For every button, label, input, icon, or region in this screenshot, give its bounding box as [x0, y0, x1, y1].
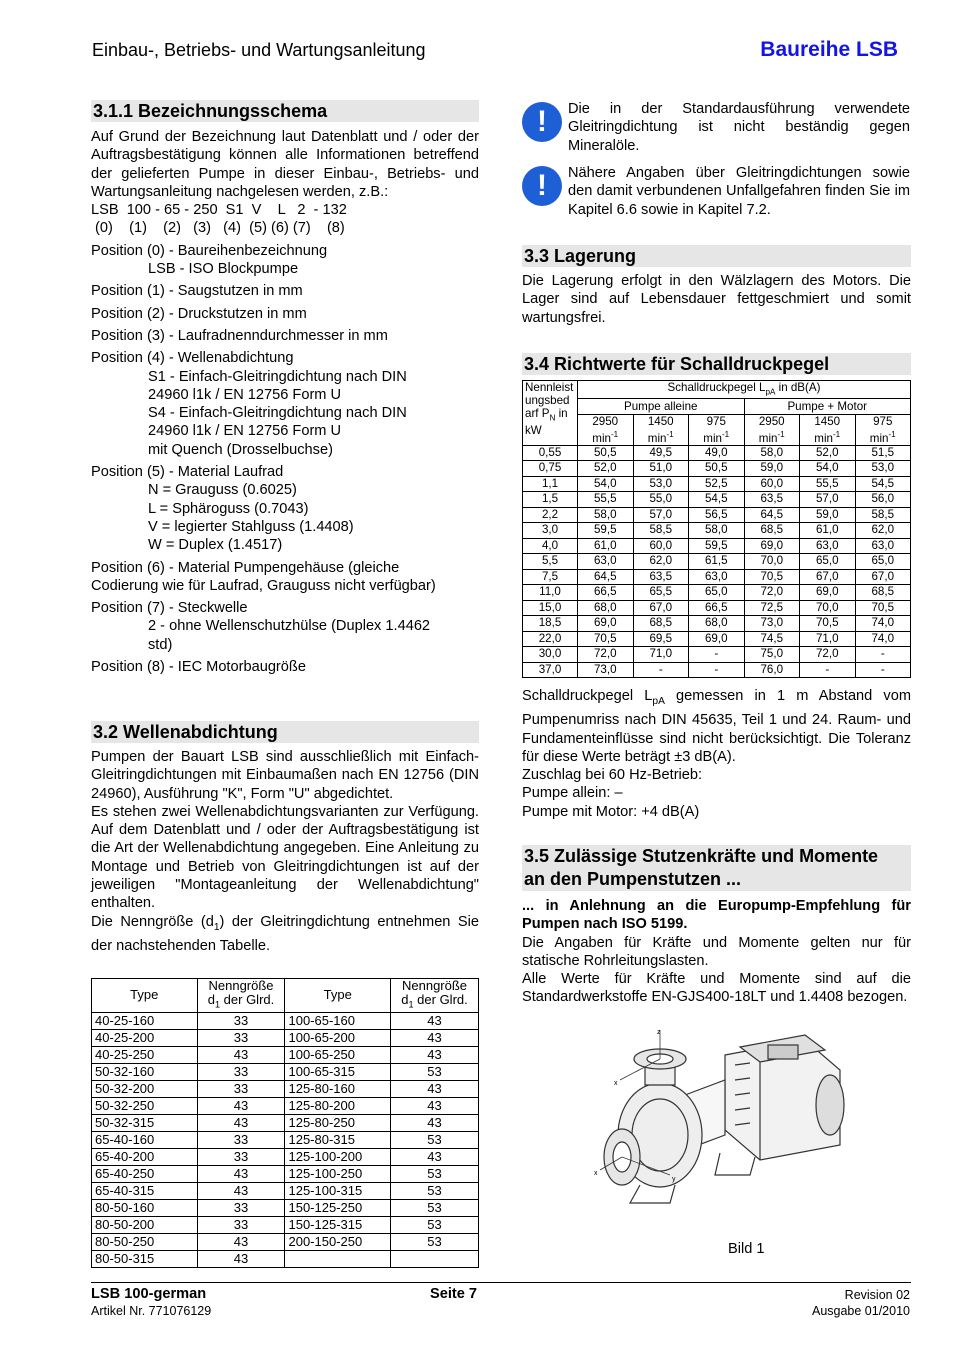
table-row — [92, 1148, 479, 1165]
cell-level: 53,0 — [855, 461, 911, 477]
position-4-detail: S1 - Einfach-Gleitringdichtung nach DIN — [148, 368, 407, 385]
speed-header: 1450 $\min^{-1}$ — [633, 414, 689, 445]
cell-type: 40-25-160 — [92, 1012, 198, 1029]
cell-level: 54,5 — [855, 476, 911, 492]
table-row — [523, 476, 911, 492]
cell-level: - — [855, 647, 911, 663]
cell-power: 15,0 — [523, 600, 578, 616]
cell-type: 80-50-315 — [92, 1250, 198, 1267]
table-row — [92, 1165, 479, 1182]
cell-type: 80-50-250 — [92, 1233, 198, 1250]
cell-level: 63,5 — [744, 492, 800, 508]
cell-power: 22,0 — [523, 631, 578, 647]
forces-text-1: Die Angaben für Kräfte und Momente gelten nur für statische Rohrleitungslasten. — [522, 934, 911, 969]
intro-text: Auf Grund der Bezeichnung laut Datenblatt und / oder der Auftragsbestätigung können alle Informationen betreffend der gelieferten Pumpe in dieser Einbau-, Betriebs- und Wartungsanleitung nachgelesen werden, z.B.: — [91, 129, 479, 200]
cell-level: 69,0 — [578, 616, 634, 632]
cell-level: 72,0 — [578, 647, 634, 663]
cell-level: 57,0 — [800, 492, 856, 508]
noise-header: Schalldruckpegel $L_{pA}$ in dB(A) — [578, 381, 911, 399]
footer-rule — [91, 1282, 911, 1283]
europump-note: ... in Anlehnung an die Europump-Empfehlung für Pumpen nach ISO 5199. — [522, 898, 911, 933]
cell-type: 125-80-160 — [285, 1080, 391, 1097]
cell-level: 72,0 — [744, 585, 800, 601]
noise-pump-motor: Pumpe mit Motor: +4 dB(A) — [522, 803, 700, 820]
noise-pump-alone: Pumpe allein: – — [522, 785, 623, 802]
cell-size — [391, 1250, 479, 1267]
cell-power: 30,0 — [523, 647, 578, 663]
table-row — [92, 1097, 479, 1114]
section-heading: 3.1.1 Bezeichnungsschema — [91, 100, 479, 122]
cell-size: 53 — [391, 1233, 479, 1250]
cell-type: 125-100-315 — [285, 1182, 391, 1199]
position-2: Position (2) - Druckstutzen in mm — [91, 305, 307, 322]
cell-size: 33 — [197, 1131, 285, 1148]
cell-level: 55,5 — [800, 476, 856, 492]
cell-level: 54,0 — [800, 461, 856, 477]
cell-size: 43 — [391, 1148, 479, 1165]
speed-header: 2950 $\min^{-1}$ — [744, 414, 800, 445]
cell-level: 52,5 — [689, 476, 745, 492]
cell-power: 1,1 — [523, 476, 578, 492]
cell-level: 63,0 — [800, 538, 856, 554]
section-heading: 3.3 Lagerung — [522, 245, 911, 267]
section-heading: 3.4 Richtwerte für Schalldruckpegel — [522, 353, 911, 375]
col-type: Type — [92, 979, 198, 1013]
cell-size: 43 — [391, 1012, 479, 1029]
cell-power: 37,0 — [523, 662, 578, 678]
cell-level: 67,0 — [800, 569, 856, 585]
cell-size: 33 — [197, 1012, 285, 1029]
cell-size: 33 — [197, 1216, 285, 1233]
cell-level: 60,0 — [633, 538, 689, 554]
position-7-detail: std) — [148, 636, 173, 653]
cell-size: 43 — [197, 1250, 285, 1267]
axis-x-label: x — [594, 1170, 598, 1177]
cell-size: 53 — [391, 1216, 479, 1233]
cell-level: 61,5 — [689, 554, 745, 570]
cell-size: 53 — [391, 1063, 479, 1080]
table-row — [523, 507, 911, 523]
cell-level: 59,5 — [578, 523, 634, 539]
cell-size: 33 — [197, 1148, 285, 1165]
figure-caption: Bild 1 — [728, 1241, 765, 1257]
cell-level: 50,5 — [578, 445, 634, 461]
forces-text-2: Alle Werte für Kräfte und Momente sind auf die Standardwerkstoffe EN-GJS400-18LT und 1.4408 bezogen. — [522, 971, 911, 1006]
warning-note-2: Nähere Angaben über Gleitringdichtungen sowie den damit verbundenen Unfallgefahren finden Sie im Kapitel 6.6 sowie in Kapitel 7.2. — [568, 165, 910, 218]
cell-type — [285, 1250, 391, 1267]
table-row — [523, 538, 911, 554]
cell-level: - — [689, 662, 745, 678]
table-row — [92, 1114, 479, 1131]
table-row — [523, 616, 911, 632]
cell-size: 43 — [197, 1097, 285, 1114]
cell-power: 7,5 — [523, 569, 578, 585]
cell-level: 74,5 — [744, 631, 800, 647]
cell-level: 64,5 — [578, 569, 634, 585]
cell-power: 5,5 — [523, 554, 578, 570]
cell-level: 65,0 — [855, 554, 911, 570]
cell-power: 2,2 — [523, 507, 578, 523]
cell-type: 50-32-160 — [92, 1063, 198, 1080]
cell-level: 74,0 — [855, 631, 911, 647]
table-row — [92, 1029, 479, 1046]
axis-x-label: x — [614, 1080, 618, 1087]
cell-level: 71,0 — [633, 647, 689, 663]
cell-level: 73,0 — [744, 616, 800, 632]
table-row — [523, 461, 911, 477]
cell-level: 55,0 — [633, 492, 689, 508]
section-heading: 3.2 Wellenabdichtung — [91, 721, 479, 743]
cell-type: 50-32-315 — [92, 1114, 198, 1131]
col-power: Nennleist ungsbed arf $P_N$ in kW — [523, 381, 578, 446]
position-4-detail: S4 - Einfach-Gleitringdichtung nach DIN — [148, 405, 407, 422]
cell-size: 43 — [391, 1097, 479, 1114]
cell-level: 57,0 — [633, 507, 689, 523]
position-0: Position (0) - Baureihenbezeichnung — [91, 242, 328, 259]
cell-level: 64,5 — [744, 507, 800, 523]
cell-level: 69,0 — [689, 631, 745, 647]
position-4: Position (4) - Wellenabdichtung — [91, 350, 294, 367]
speed-header: 975 $\min^{-1}$ — [689, 414, 745, 445]
noise-60hz: Zuschlag bei 60 Hz-Betrieb: — [522, 767, 703, 784]
cell-level: 69,5 — [633, 631, 689, 647]
table-row — [523, 631, 911, 647]
cell-power: 0,75 — [523, 461, 578, 477]
cell-level: 72,5 — [744, 600, 800, 616]
noise-table — [522, 380, 911, 678]
speed-header: 1450 $\min^{-1}$ — [800, 414, 856, 445]
cell-size: 43 — [391, 1046, 479, 1063]
cell-level: 49,0 — [689, 445, 745, 461]
cell-power: 4,0 — [523, 538, 578, 554]
cell-level: 70,5 — [800, 616, 856, 632]
cell-level: - — [800, 662, 856, 678]
speed-header: 975 $\min^{-1}$ — [855, 414, 911, 445]
cell-power: 0,55 — [523, 445, 578, 461]
cell-size: 33 — [197, 1029, 285, 1046]
cell-level: 61,0 — [578, 538, 634, 554]
cell-level: 70,5 — [578, 631, 634, 647]
code-positions: (0) (1) (2) (3) (4) (5) (6) (7) (8) — [91, 220, 345, 237]
cell-level: - — [855, 662, 911, 678]
cell-level: 56,0 — [855, 492, 911, 508]
cell-type: 65-40-160 — [92, 1131, 198, 1148]
cell-type: 100-65-200 — [285, 1029, 391, 1046]
cell-size: 33 — [197, 1063, 285, 1080]
cell-level: 69,0 — [800, 585, 856, 601]
position-5-detail: L = Sphäroguss (0.7043) — [148, 500, 309, 517]
position-0-detail: LSB - ISO Blockpumpe — [148, 261, 299, 278]
position-4-detail: 24960 l1k / EN 12756 Form U — [148, 386, 342, 403]
cell-level: 62,0 — [633, 554, 689, 570]
cell-level: 49,5 — [633, 445, 689, 461]
cell-size: 43 — [197, 1233, 285, 1250]
cell-level: 68,5 — [633, 616, 689, 632]
cell-type: 150-125-250 — [285, 1199, 391, 1216]
cell-type: 65-40-250 — [92, 1165, 198, 1182]
cell-level: 72,0 — [800, 647, 856, 663]
cell-level: 55,5 — [578, 492, 634, 508]
position-4-detail: mit Quench (Drosselbuchse) — [148, 441, 333, 458]
cell-level: 54,0 — [578, 476, 634, 492]
lagerung-text: Die Lagerung erfolgt in den Wälzlagern des Motors. Die Lager sind auf Lebensdauer fettgeschmiert und somit wartungsfrei. — [522, 273, 911, 326]
table-row — [523, 492, 911, 508]
cell-level: 68,0 — [689, 616, 745, 632]
cell-level: 58,0 — [578, 507, 634, 523]
cell-size: 33 — [197, 1199, 285, 1216]
section-3-5 — [522, 845, 911, 1007]
cell-level: 58,5 — [855, 507, 911, 523]
pump-motor-header: Pumpe + Motor — [744, 399, 911, 415]
cell-level: 51,5 — [855, 445, 911, 461]
cell-level: 63,0 — [578, 554, 634, 570]
position-6-detail: Codierung wie für Laufrad, Grauguss nicht verfügbar) — [91, 577, 436, 594]
cell-size: 53 — [391, 1199, 479, 1216]
position-7-detail: 2 - ohne Wellenschutzhülse (Duplex 1.4462 — [148, 618, 431, 635]
table-row — [92, 1250, 479, 1267]
wellen-para-3: Die Nenngröße $(d_1)$ der Gleitringdichtung entnehmen Sie der nachstehenden Tabelle. — [91, 913, 479, 954]
col-size: Nenngröße $d_1$ der Glrd. — [197, 979, 285, 1013]
cell-size: 53 — [391, 1165, 479, 1182]
cell-level: 54,5 — [689, 492, 745, 508]
cell-level: 70,5 — [744, 569, 800, 585]
cell-level: 58,0 — [689, 523, 745, 539]
cell-size: 43 — [197, 1182, 285, 1199]
position-5-detail: N = Grauguss (0.6025) — [148, 482, 297, 499]
warning-icon: ! — [522, 102, 562, 142]
cell-level: 60,0 — [744, 476, 800, 492]
table-row — [92, 1233, 479, 1250]
axis-y-label: y — [672, 1176, 676, 1183]
cell-level: 51,0 — [633, 461, 689, 477]
cell-level: 53,0 — [633, 476, 689, 492]
cell-level: 59,0 — [744, 461, 800, 477]
cell-level: 52,0 — [578, 461, 634, 477]
section-heading: 3.5 Zulässige Stutzenkräfte und Momente an den Pumpenstutzen ... — [522, 845, 911, 891]
cell-size: 53 — [391, 1131, 479, 1148]
cell-level: 70,0 — [744, 554, 800, 570]
position-5-detail: W = Duplex (1.4517) — [148, 537, 283, 554]
section-3-2 — [91, 721, 479, 955]
section-3-1-1 — [91, 100, 479, 676]
cell-level: 58,5 — [633, 523, 689, 539]
cell-size: 43 — [197, 1046, 285, 1063]
footer-page: Seite 7 — [430, 1286, 478, 1302]
cell-level: - — [633, 662, 689, 678]
cell-level: 59,5 — [689, 538, 745, 554]
cell-level: 65,0 — [689, 585, 745, 601]
cell-level: 74,0 — [855, 616, 911, 632]
cell-type: 100-65-160 — [285, 1012, 391, 1029]
cell-level: 59,0 — [800, 507, 856, 523]
cell-power: 11,0 — [523, 585, 578, 601]
cell-level: 65,0 — [800, 554, 856, 570]
axis-z-label: z — [657, 1029, 661, 1036]
cell-type: 40-25-200 — [92, 1029, 198, 1046]
position-6: Position (6) - Material Pumpengehäuse (gleiche — [91, 559, 400, 576]
cell-level: 56,5 — [689, 507, 745, 523]
section-3-3 — [522, 245, 911, 327]
cell-size: 53 — [391, 1182, 479, 1199]
cell-level: 70,0 — [800, 600, 856, 616]
table-row — [523, 600, 911, 616]
table-row — [92, 1063, 479, 1080]
cell-level: 71,0 — [800, 631, 856, 647]
cell-power: 3,0 — [523, 523, 578, 539]
noise-notes — [522, 687, 911, 821]
cell-type: 65-40-200 — [92, 1148, 198, 1165]
cell-type: 80-50-160 — [92, 1199, 198, 1216]
col-size: Nenngröße $d_1$ der Glrd. — [391, 979, 479, 1013]
seal-size-table — [91, 978, 479, 1268]
cell-type: 200-150-250 — [285, 1233, 391, 1250]
cell-type: 40-25-250 — [92, 1046, 198, 1063]
table-row — [523, 445, 911, 461]
cell-level: 68,5 — [855, 585, 911, 601]
cell-power: 1,5 — [523, 492, 578, 508]
cell-size: 43 — [391, 1080, 479, 1097]
table-row — [523, 662, 911, 678]
warning-note-1: Die in der Standardausführung verwendete Gleitringdichtung ist nicht beständig gegen Mineralöle. — [568, 101, 910, 154]
cell-level: 69,0 — [744, 538, 800, 554]
cell-level: 61,0 — [800, 523, 856, 539]
noise-measure-text: Schalldruckpegel $L_{pA}$ gemessen in 1 m Abstand vom Pumpenumriss nach DIN 45635, Teil 1 und 24. Raum- und Fundamenteinflüsse sind nicht berücksichtigt. Die Toleranz für diese Werte beträgt ±3 dB(A). — [522, 688, 911, 765]
table-row — [92, 1080, 479, 1097]
cell-level: 63,0 — [689, 569, 745, 585]
cell-size: 43 — [391, 1029, 479, 1046]
position-8: Position (8) - IEC Motorbaugröße — [91, 659, 306, 676]
col-type: Type — [285, 979, 391, 1013]
cell-type: 125-80-250 — [285, 1114, 391, 1131]
cell-level: 52,0 — [800, 445, 856, 461]
cell-level: 65,5 — [633, 585, 689, 601]
cell-level: 67,0 — [855, 569, 911, 585]
warning-icon: ! — [522, 166, 562, 206]
position-5: Position (5) - Material Laufrad — [91, 464, 284, 481]
cell-size: 43 — [391, 1114, 479, 1131]
wellen-para-1: Pumpen der Bauart LSB sind ausschließlich mit Einfach-Gleitringdichtungen mit Einbaumaßen nach EN 12756 (DIN 24960), Ausführung "K", Form "U" abgedichtet. — [91, 749, 479, 802]
cell-level: 63,5 — [633, 569, 689, 585]
cell-size: 43 — [197, 1114, 285, 1131]
footer-revision: Revision 02 — [844, 1288, 910, 1302]
cell-power: 18,5 — [523, 616, 578, 632]
cell-level: 62,0 — [855, 523, 911, 539]
cell-level: 50,5 — [689, 461, 745, 477]
cell-type: 50-32-200 — [92, 1080, 198, 1097]
table-row — [523, 585, 911, 601]
cell-level: 66,5 — [689, 600, 745, 616]
cell-size: 33 — [197, 1080, 285, 1097]
cell-level: 63,0 — [855, 538, 911, 554]
cell-level: 67,0 — [633, 600, 689, 616]
cell-type: 50-32-250 — [92, 1097, 198, 1114]
cell-level: 73,0 — [578, 662, 634, 678]
position-4-detail: 24960 l1k / EN 12756 Form U — [148, 423, 342, 440]
table-row — [92, 1046, 479, 1063]
cell-level: - — [689, 647, 745, 663]
cell-level: 75,0 — [744, 647, 800, 663]
position-5-detail: V = legierter Stahlguss (1.4408) — [148, 518, 354, 535]
cell-level: 66,5 — [578, 585, 634, 601]
cell-type: 125-100-200 — [285, 1148, 391, 1165]
table-row — [523, 569, 911, 585]
pump-alone-header: Pumpe alleine — [578, 399, 745, 415]
cell-level: 58,0 — [744, 445, 800, 461]
pump-figure — [590, 1025, 850, 1240]
cell-type: 100-65-250 — [285, 1046, 391, 1063]
code-example: LSB 100 - 65 - 250 S1 V L 2 - 132 — [91, 202, 347, 219]
wellen-para-2: Es stehen zwei Wellenabdichtungsvarianten zur Verfügung. Auf dem Datenblatt und / oder der Auftragsbestätigung ist die Art der Wellenabdichtung angegeben. Eine Anleitung zu Montage und Betrieb von Gleitringdichtungen ist auf der jeweiligen "Montageanleitung der Wellenabdichtung" enthalten. — [91, 803, 479, 912]
table-row — [92, 1182, 479, 1199]
cell-type: 80-50-200 — [92, 1216, 198, 1233]
cell-type: 125-80-200 — [285, 1097, 391, 1114]
cell-size: 43 — [197, 1165, 285, 1182]
cell-type: 65-40-315 — [92, 1182, 198, 1199]
speed-header: 2950 $\min^{-1}$ — [578, 414, 634, 445]
footer-edition: Ausgabe 01/2010 — [811, 1304, 910, 1318]
table-row — [523, 647, 911, 663]
footer-article: Artikel Nr. 771076129 — [91, 1304, 212, 1318]
table-row — [523, 554, 911, 570]
cell-level: 68,5 — [744, 523, 800, 539]
cell-type: 125-100-250 — [285, 1165, 391, 1182]
series-title: Baureihe LSB — [760, 38, 898, 61]
section-3-4 — [522, 353, 911, 375]
table-row — [92, 1216, 479, 1233]
position-7: Position (7) - Steckwelle — [91, 600, 248, 617]
cell-type: 100-65-315 — [285, 1063, 391, 1080]
table-row — [523, 523, 911, 539]
table-row — [92, 1131, 479, 1148]
position-1: Position (1) - Saugstutzen in mm — [91, 283, 303, 300]
header-title: Einbau-, Betriebs- und Wartungsanleitung — [92, 40, 426, 60]
cell-level: 70,5 — [855, 600, 911, 616]
footer-doc: LSB 100-german — [91, 1286, 207, 1302]
cell-type: 150-125-315 — [285, 1216, 391, 1233]
cell-level: 68,0 — [578, 600, 634, 616]
position-3: Position (3) - Laufradnenndurchmesser in mm — [91, 327, 388, 344]
table-row — [92, 1012, 479, 1029]
table-row — [92, 1199, 479, 1216]
cell-level: 76,0 — [744, 662, 800, 678]
cell-type: 125-80-315 — [285, 1131, 391, 1148]
